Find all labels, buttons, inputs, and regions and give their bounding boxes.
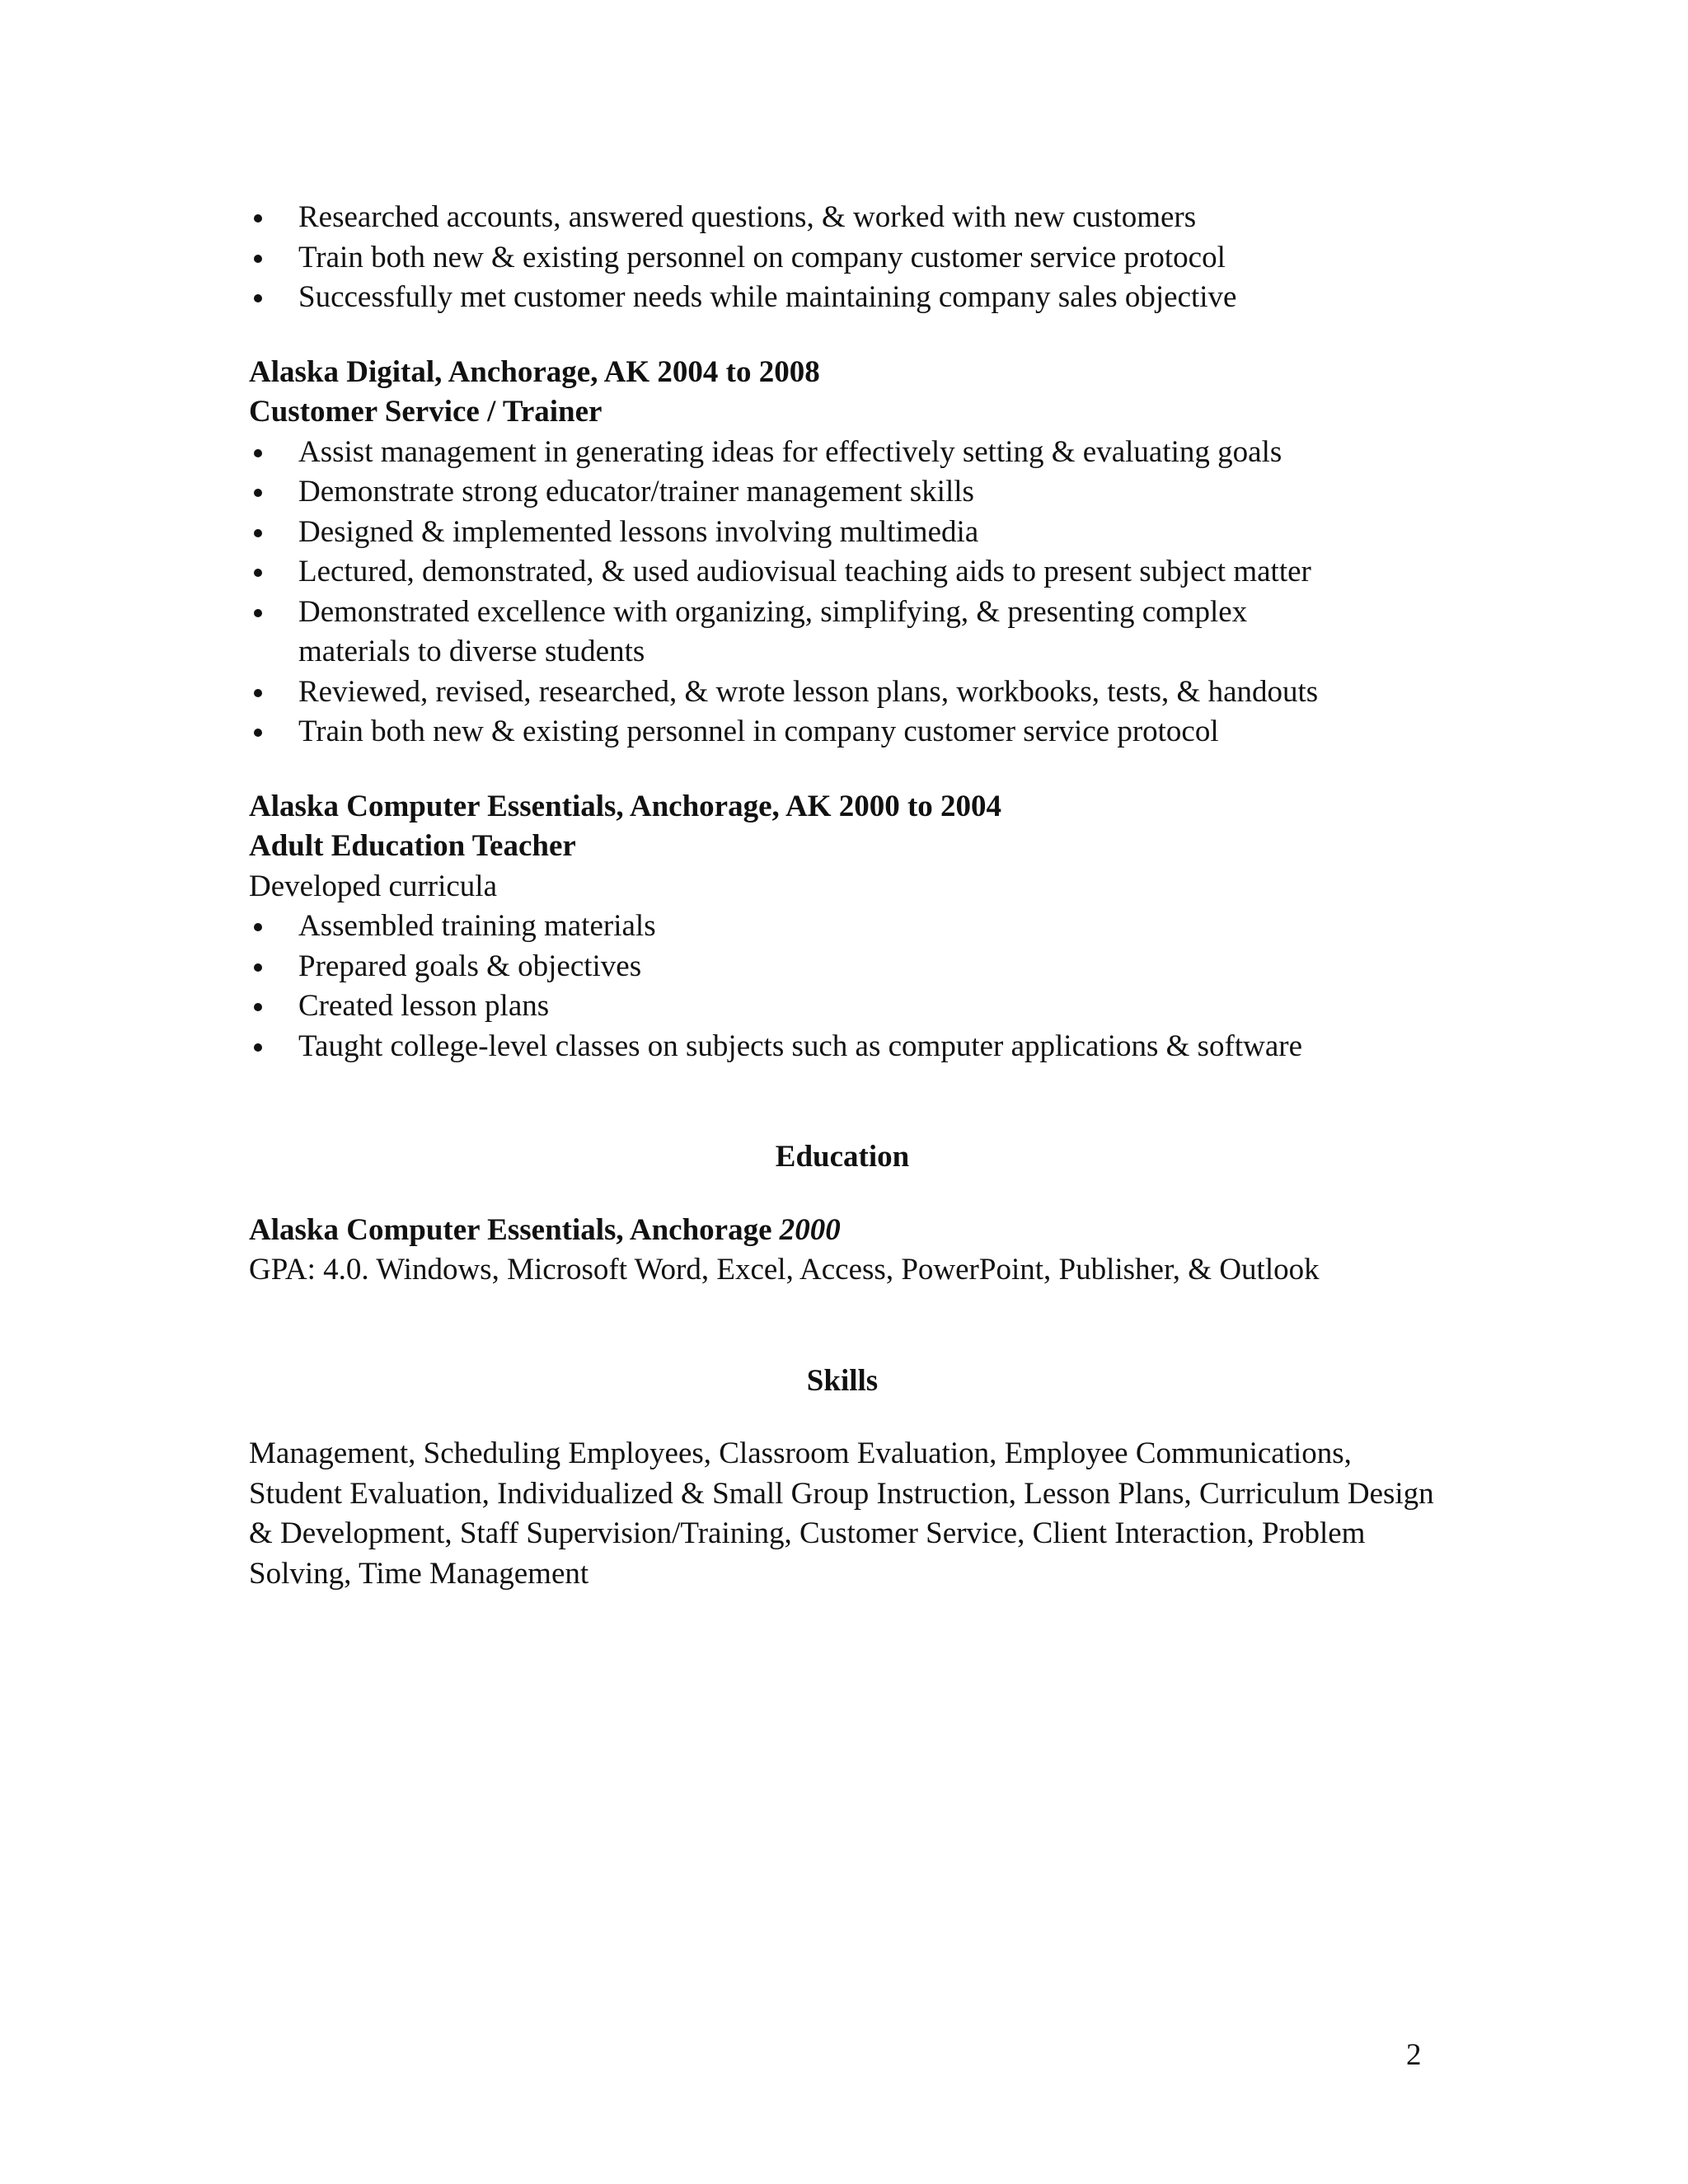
education-entry [249,1211,1436,1251]
job1-employer: Alaska Digital, Anchorage, AK 2004 to 2008 [249,354,820,389]
list-item: Researched accounts, answered questions, & worked with new customers [249,198,1436,238]
education-year: 2000 [779,1212,841,1247]
page-number: 2 [1406,2038,1422,2072]
list-item: Train both new & existing personnel in company customer service protocol [249,712,1436,752]
list-item: Demonstrated excellence with organizing, simplifying, & presenting complex materials to diverse students [249,593,1436,673]
spacer [249,1178,1436,1211]
spacer [249,1066,1436,1137]
job2-employer: Alaska Computer Essentials, Anchorage, AK 2000 to 2004 [249,789,1002,823]
spacer [249,1291,1436,1361]
job2-title: Adult Education Teacher [249,829,576,863]
spacer [249,318,1436,353]
list-item: Designed & implemented lessons involving multimedia [249,513,1436,553]
skills-heading: Skills [806,1363,879,1398]
list-item: Assembled training materials [249,907,1436,947]
education-school: Alaska Computer Essentials, Anchorage [249,1212,772,1247]
list-item: Created lesson plans [249,987,1436,1027]
job1-bullet-list [249,433,1436,752]
list-item: Train both new & existing personnel on company customer service protocol [249,238,1436,279]
job1-title: Customer Service / Trainer [249,395,603,429]
spacer [249,752,1436,787]
spacer [249,1401,1436,1434]
skills-text: Management, Scheduling Employees, Classroom Evaluation, Employee Communications, Student Evaluation, Individualized & Small Group Instruction, Lesson Plans, Curriculum Design & Development, Staff Supervision/Training, Customer Service, Client Interaction, Problem Solving, Time Management [249,1436,1434,1591]
list-item: Prepared goals & objectives [249,947,1436,987]
job2-bullet-list [249,907,1436,1066]
list-item: Assist management in generating ideas for effectively setting & evaluating goals [249,433,1436,473]
education-heading: Education [775,1140,910,1174]
list-item: Taught college-level classes on subjects such as computer applications & software [249,1027,1436,1067]
resume-content [249,198,1436,1594]
job2-intro: Developed curricula [249,869,497,903]
education-details: GPA: 4.0. Windows, Microsoft Word, Excel, Access, PowerPoint, Publisher, & Outlook [249,1253,1320,1286]
list-item: Successfully met customer needs while maintaining company sales objective [249,278,1436,318]
list-item: Reviewed, revised, researched, & wrote lesson plans, workbooks, tests, & handouts [249,673,1436,713]
list-item: Demonstrate strong educator/trainer management skills [249,472,1436,513]
intro-bullet-list [249,198,1436,318]
list-item: Lectured, demonstrated, & used audiovisual teaching aids to present subject matter [249,552,1436,593]
